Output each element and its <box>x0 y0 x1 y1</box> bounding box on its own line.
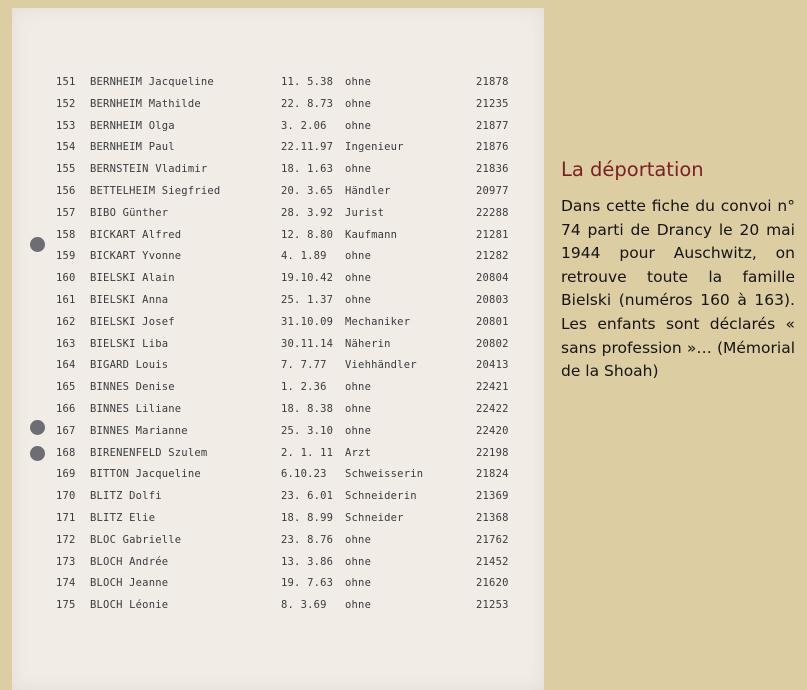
birth-date: 7. 7.77 <box>281 359 327 372</box>
caption-title: La déportation <box>561 158 704 181</box>
deportee-name: BERNHEIM Olga <box>90 119 175 132</box>
table-row <box>56 159 526 181</box>
row-number: 160 <box>56 272 76 285</box>
registration-number: 20977 <box>476 184 509 197</box>
profession: Näherin <box>345 337 391 350</box>
deportee-name: BERNSTEIN Vladimir <box>90 163 208 176</box>
profession: ohne <box>345 293 372 306</box>
caption-text: Dans cette fiche du convoi n° 74 parti de Drancy le 20 mai 1944 pour Auschwitz, on retrouve toute la famille Bielski (numéros 160 à 163). Les enfants sont déclarés « sans profession »… (Mémorial de la Shoah) <box>561 197 795 381</box>
birth-date: 11. 5.38 <box>281 76 334 88</box>
birth-date: 28. 3.92 <box>281 206 334 219</box>
punch-hole <box>30 420 45 435</box>
deportee-name: BICKART Alfred <box>90 228 182 241</box>
birth-date: 18. 8.99 <box>281 511 334 524</box>
birth-date: 13. 3.86 <box>281 555 334 568</box>
row-number: 165 <box>56 381 76 394</box>
table-row <box>56 486 526 508</box>
birth-date: 19.10.42 <box>281 272 334 285</box>
row-number: 152 <box>56 97 76 110</box>
birth-date: 25. 1.37 <box>281 293 334 306</box>
birth-date: 2. 1. 11 <box>281 446 334 459</box>
profession: Händler <box>345 184 391 197</box>
birth-date: 22.11.97 <box>281 141 334 154</box>
row-number: 175 <box>56 599 76 612</box>
table-row <box>56 399 526 421</box>
birth-date: 18. 8.38 <box>281 402 334 415</box>
birth-date: 20. 3.65 <box>281 184 334 197</box>
deportee-name: BIRENENFELD Szulem <box>90 446 208 459</box>
registration-number: 21368 <box>476 511 509 524</box>
deportation-list-document <box>12 8 544 690</box>
table-row <box>56 246 526 268</box>
deportee-name: BLITZ Dolfi <box>90 490 162 503</box>
profession: Schneiderin <box>345 490 417 503</box>
deportee-name: BLOCH Jeanne <box>90 577 169 590</box>
table-row <box>56 595 526 617</box>
registration-number: 20803 <box>476 293 509 306</box>
birth-date: 31.10.09 <box>281 315 334 328</box>
registration-number: 20802 <box>476 337 509 350</box>
birth-date: 30.11.14 <box>281 337 334 350</box>
row-number: 172 <box>56 533 76 546</box>
deportee-name: BLOCH Léonie <box>90 599 169 612</box>
birth-date: 3. 2.06 <box>281 119 327 132</box>
birth-date: 4. 1.89 <box>281 250 327 263</box>
table-row <box>56 268 526 290</box>
table-row <box>56 355 526 377</box>
row-number: 169 <box>56 468 76 481</box>
registration-number: 22421 <box>476 381 509 394</box>
deportee-name: BICKART Yvonne <box>90 250 182 263</box>
registration-number: 20413 <box>476 359 509 372</box>
table-row <box>56 137 526 159</box>
profession: Mechaniker <box>345 315 411 328</box>
birth-date: 12. 8.80 <box>281 228 334 241</box>
deportee-name: BIELSKI Anna <box>90 293 169 306</box>
registration-number: 21281 <box>476 228 509 241</box>
row-number: 153 <box>56 119 76 132</box>
registration-number: 21878 <box>476 76 509 88</box>
profession: ohne <box>345 577 372 590</box>
profession: Ingenieur <box>345 141 404 154</box>
deportee-name: BINNES Liliane <box>90 402 182 415</box>
profession: ohne <box>345 272 372 285</box>
deportee-name: BIELSKI Liba <box>90 337 169 350</box>
table-row <box>56 312 526 334</box>
table-row <box>56 464 526 486</box>
table-row <box>56 552 526 574</box>
registration-number: 21824 <box>476 468 509 481</box>
birth-date: 25. 3.10 <box>281 424 334 437</box>
profession: ohne <box>345 119 372 132</box>
birth-date: 23. 6.01 <box>281 490 334 503</box>
table-row <box>56 443 526 465</box>
row-number: 161 <box>56 293 76 306</box>
profession: ohne <box>345 533 372 546</box>
deportee-name: BLOCH Andrée <box>90 555 169 568</box>
table-row <box>56 334 526 356</box>
row-number: 162 <box>56 315 76 328</box>
birth-date: 8. 3.69 <box>281 599 327 612</box>
registration-number: 21452 <box>476 555 509 568</box>
punch-hole <box>30 237 45 252</box>
profession: ohne <box>345 250 372 263</box>
birth-date: 22. 8.73 <box>281 97 334 110</box>
registration-number: 22422 <box>476 402 509 415</box>
row-number: 170 <box>56 490 76 503</box>
registration-number: 22420 <box>476 424 509 437</box>
table-row <box>56 421 526 443</box>
birth-date: 1. 2.36 <box>281 381 327 394</box>
registration-number: 21762 <box>476 533 509 546</box>
deportee-name: BERNHEIM Mathilde <box>90 97 201 110</box>
row-number: 154 <box>56 141 76 154</box>
registration-number: 21369 <box>476 490 509 503</box>
row-number: 155 <box>56 163 76 176</box>
birth-date: 23. 8.76 <box>281 533 334 546</box>
profession: ohne <box>345 76 372 88</box>
row-number: 159 <box>56 250 76 263</box>
registration-number: 22198 <box>476 446 509 459</box>
table-row <box>56 530 526 552</box>
registration-number: 21282 <box>476 250 509 263</box>
table-row <box>56 94 526 116</box>
profession: ohne <box>345 163 372 176</box>
profession: Jurist <box>345 206 385 219</box>
deportee-name: BIELSKI Josef <box>90 315 175 328</box>
row-number: 151 <box>56 76 76 88</box>
deportee-name: BERNHEIM Paul <box>90 141 175 154</box>
registration-number: 22288 <box>476 206 509 219</box>
row-number: 167 <box>56 424 76 437</box>
deportee-name: BLOC Gabrielle <box>90 533 182 546</box>
row-number: 168 <box>56 446 76 459</box>
birth-date: 6.10.23 <box>281 468 327 481</box>
deportee-name: BITTON Jacqueline <box>90 468 201 481</box>
row-number: 171 <box>56 511 76 524</box>
profession: Kaufmann <box>345 228 398 241</box>
table-row <box>56 225 526 247</box>
deportee-name: BIBO Günther <box>90 206 169 219</box>
row-number: 163 <box>56 337 76 350</box>
registration-number: 21620 <box>476 577 509 590</box>
row-number: 158 <box>56 228 76 241</box>
profession: Schneider <box>345 511 404 524</box>
birth-date: 18. 1.63 <box>281 163 334 176</box>
row-number: 173 <box>56 555 76 568</box>
row-number: 164 <box>56 359 76 372</box>
profession: Arzt <box>345 446 372 459</box>
profession: ohne <box>345 97 372 110</box>
table-row <box>56 573 526 595</box>
profession: ohne <box>345 381 372 394</box>
profession: ohne <box>345 599 372 612</box>
deportee-name: BIELSKI Alain <box>90 272 175 285</box>
profession: Schweisserin <box>345 468 424 481</box>
table-row <box>56 377 526 399</box>
table-row <box>56 116 526 138</box>
deportee-name: BLITZ Elie <box>90 511 156 524</box>
registration-number: 21877 <box>476 119 509 132</box>
table-row <box>56 72 526 94</box>
deportee-name: BINNES Denise <box>90 381 175 394</box>
row-number: 174 <box>56 577 76 590</box>
registration-number: 21836 <box>476 163 509 176</box>
registration-number: 21253 <box>476 599 509 612</box>
profession: ohne <box>345 402 372 415</box>
registration-number: 21876 <box>476 141 509 154</box>
punch-hole <box>30 446 45 461</box>
profession: Viehhändler <box>345 359 417 372</box>
profession: ohne <box>345 424 372 437</box>
row-number: 156 <box>56 184 76 197</box>
table-row <box>56 203 526 225</box>
deportee-name: BINNES Marianne <box>90 424 188 437</box>
deportee-name: BETTELHEIM Siegfried <box>90 184 221 197</box>
deportee-name: BIGARD Louis <box>90 359 169 372</box>
table-row <box>56 290 526 312</box>
registration-number: 20801 <box>476 315 509 328</box>
birth-date: 19. 7.63 <box>281 577 334 590</box>
row-number: 157 <box>56 206 76 219</box>
deportee-table <box>56 72 526 617</box>
table-row <box>56 508 526 530</box>
deportee-name: BERNHEIM Jacqueline <box>90 76 214 88</box>
profession: ohne <box>345 555 372 568</box>
registration-number: 21235 <box>476 97 509 110</box>
registration-number: 20804 <box>476 272 509 285</box>
row-number: 166 <box>56 402 76 415</box>
table-row <box>56 181 526 203</box>
